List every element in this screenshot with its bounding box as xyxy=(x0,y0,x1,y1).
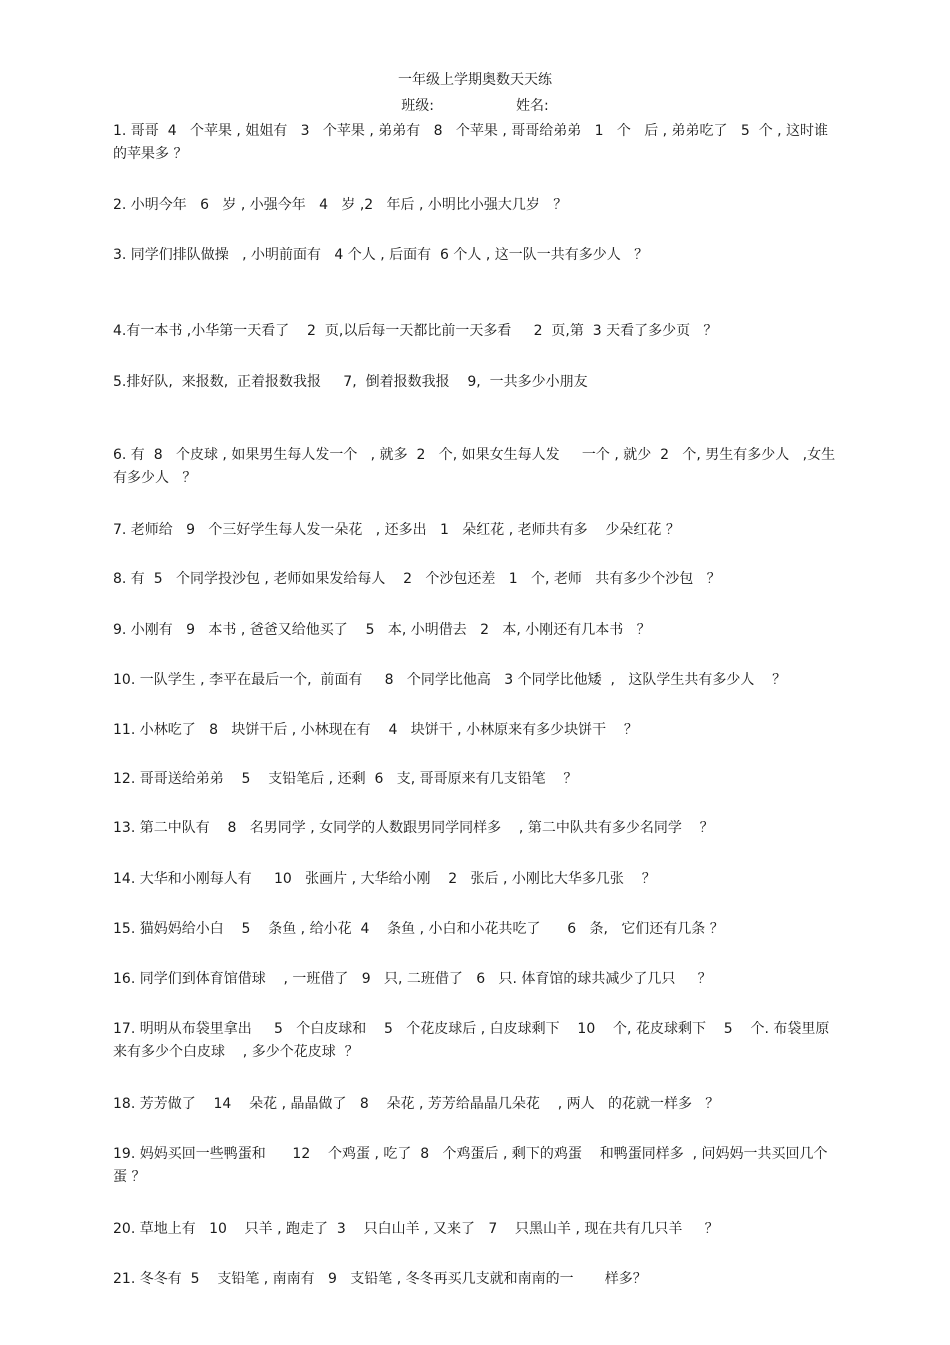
question-2: 2. 小明今年 6 岁 , 小强今年 4 岁 ,2 年后 , 小明比小强大几岁 ？ xyxy=(113,197,568,213)
question-7: 7. 老师给 9 个三好学生每人发一朵花 , 还多出 1 朵红花 , 老师共有多 少朵红花 ？ xyxy=(113,522,680,538)
question-16: 16. 同学们到体育馆借球 , 一班借了 9 只, 二班借了 6 只. 体育馆的球共减少了几只 ？ xyxy=(113,971,712,987)
student-info-line xyxy=(0,96,950,116)
class-label: 班级: xyxy=(401,98,434,114)
question-13: 13. 第二中队有 8 名男同学 , 女同学的人数跟男同学同样多 , 第二中队共有多少名同学 ？ xyxy=(113,820,714,836)
name-label: 姓名: xyxy=(516,98,549,114)
question-5: 5.排好队, 来报数, 正着报数我报 7, 倒着报数我报 9, 一共多少小朋友 xyxy=(113,374,588,390)
question-19: 19. 妈妈买回一些鸭蛋和 12 个鸡蛋 , 吃了 8 个鸡蛋后 , 剩下的鸡蛋 和鸭蛋同样多 , 问妈妈一共买回几个蛋 ？ xyxy=(113,1146,828,1185)
question-8: 8. 有 5 个同学投沙包 , 老师如果发给每人 2 个沙包还差 1 个, 老师 共有多少个沙包 ？ xyxy=(113,571,721,587)
question-20: 20. 草地上有 10 只羊 , 跑走了 3 只白山羊 , 又来了 7 只黑山羊 , 现在共有几只羊 ？ xyxy=(113,1221,719,1237)
question-18: 18. 芳芳做了 14 朵花 , 晶晶做了 8 朵花 , 芳芳给晶晶几朵花 , 两人 的花就一样多 ？ xyxy=(113,1096,720,1112)
question-14: 14. 大华和小刚每人有 10 张画片 , 大华给小刚 2 张后 , 小刚比大华多几张 ？ xyxy=(113,871,656,887)
question-12: 12. 哥哥送给弟弟 5 支铅笔后 , 还剩 6 支, 哥哥原来有几支铅笔 ？ xyxy=(113,771,578,787)
question-6: 6. 有 8 个皮球 , 如果男生每人发一个 , 就多 2 个, 如果女生每人发 一个 , 就少 2 个, 男生有多少人 ,女生有多少人 ？ xyxy=(113,447,836,486)
question-17: 17. 明明从布袋里拿出 5 个白皮球和 5 个花皮球后 , 白皮球剩下 10 个, 花皮球剩下 5 个. 布袋里原来有多少个白皮球 , 多少个花皮球 ？ xyxy=(113,1021,830,1060)
question-3: 3. 同学们排队做操 , 小明前面有 4 个人 , 后面有 6 个人 , 这一队一共有多少人 ？ xyxy=(113,247,649,263)
question-21: 21. 冬冬有 5 支铅笔 , 南南有 9 支铅笔 , 冬冬再买几支就和南南的一 样多？ xyxy=(113,1271,647,1287)
question-11: 11. 小林吃了 8 块饼干后 , 小林现在有 4 块饼干 , 小林原来有多少块饼干 ？ xyxy=(113,722,638,738)
question-15: 15. 猫妈妈给小白 5 条鱼 , 给小花 4 条鱼 , 小白和小花共吃了 6 条, 它们还有几条 ？ xyxy=(113,921,724,937)
question-9: 9. 小刚有 9 本书 , 爸爸又给他买了 5 本, 小明借去 2 本, 小刚还有几本书 ？ xyxy=(113,622,651,638)
question-1: 1. 哥哥 4 个苹果 , 姐姐有 3 个苹果 , 弟弟有 8 个苹果 , 哥哥给弟弟 1 个 后 , 弟弟吃了 5 个 , 这时谁的苹果多 ？ xyxy=(113,123,829,162)
page-title: 一年级上学期奥数天天练 xyxy=(398,72,552,88)
question-10: 10. 一队学生 , 李平在最后一个, 前面有 8 个同学比他高 3 个同学比他矮 , 这队学生共有多少人 ？ xyxy=(113,672,787,688)
question-4: 4.有一本书 ,小华第一天看了 2 页,以后每一天都比前一天多看 2 页,第 3 天看了多少页 ？ xyxy=(113,323,718,339)
